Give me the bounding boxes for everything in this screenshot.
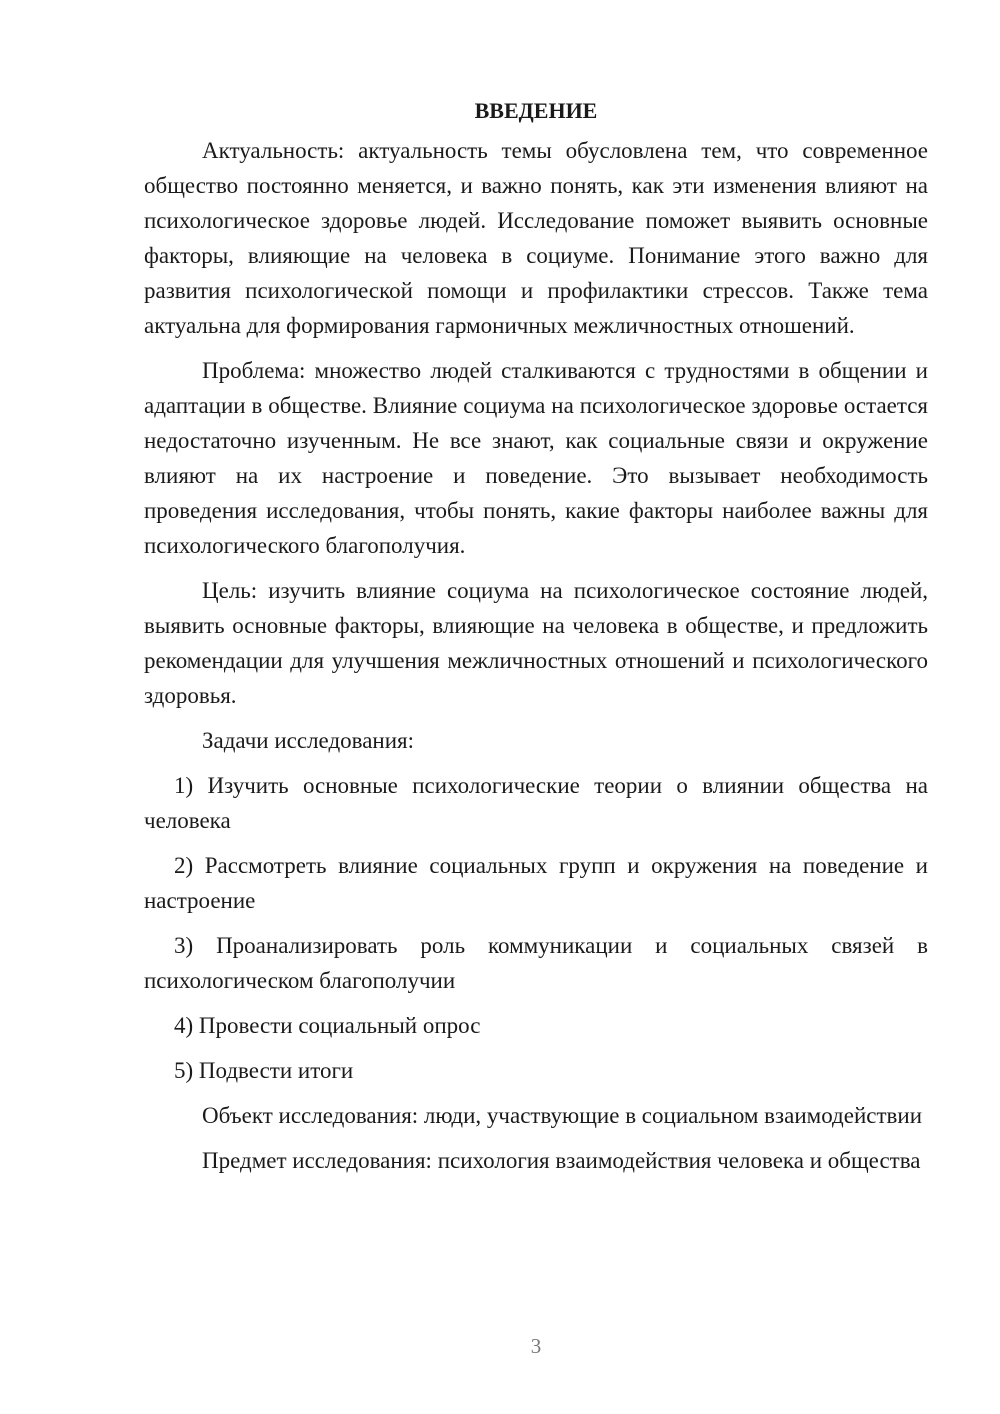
task-item-2: 2) Рассмотреть влияние социальных групп и окружения на поведение и настроение (144, 853, 928, 913)
task-item-5: 5) Подвести итоги (174, 1058, 354, 1083)
subject-paragraph: Предмет исследования: психология взаимодействия человека и общества (202, 1148, 921, 1173)
problem-paragraph: Проблема: множество людей сталкиваются с трудностями в общении и адаптации в обществе. Влияние социума на психологическое здоровье остается недостаточно изученным. Не все знают, как социальные связи и окружение влияют на их настроение и поведение. Это вызывает необходимость проведения исследования, чтобы понять, какие факторы наиболее важны для психологического благополучия. (144, 358, 928, 558)
page-number: 3 (530, 1334, 542, 1358)
object-paragraph: Объект исследования: люди, участвующие в социальном взаимодействии (202, 1103, 922, 1128)
tasks-heading: Задачи исследования: (202, 728, 415, 753)
task-item-3: 3) Проанализировать роль коммуникации и социальных связей в психологическом благополучии (144, 933, 928, 993)
goal-paragraph: Цель: изучить влияние социума на психологическое состояние людей, выявить основные факторы, влияющие на человека в обществе, и предложить рекомендации для улучшения межличностных отношений и психологического здоровья. (144, 578, 928, 708)
relevance-paragraph: Актуальность: актуальность темы обусловлена тем, что современное общество постоянно меняется, и важно понять, как эти изменения влияют на психологическое здоровье людей. Исследование поможет выявить основные факторы, влияющие на человека в социуме. Понимание этого важно для развития психологической помощи и профилактики стрессов. Также тема актуальна для формирования гармоничных межличностных отношений. (144, 138, 928, 338)
task-item-1: 1) Изучить основные психологические теории о влиянии общества на человека (144, 773, 928, 833)
page-title: ВВЕДЕНИЕ (474, 98, 598, 123)
page-content (144, 93, 928, 1188)
task-item-4: 4) Провести социальный опрос (174, 1013, 481, 1038)
